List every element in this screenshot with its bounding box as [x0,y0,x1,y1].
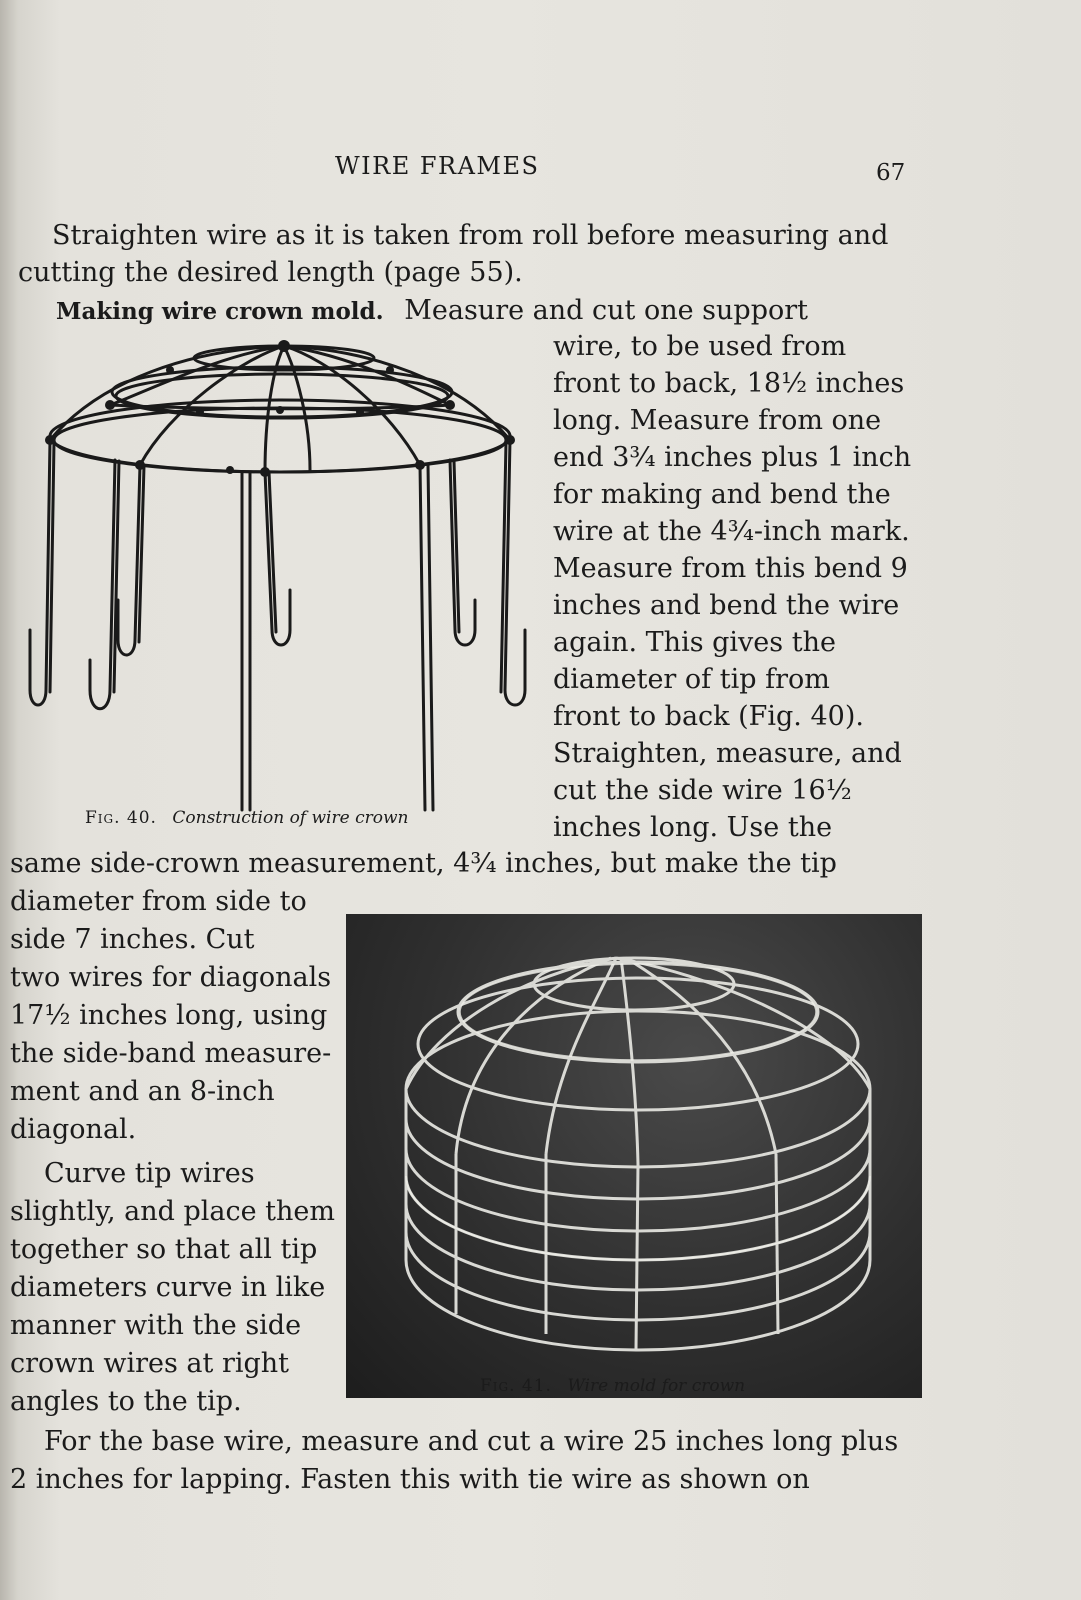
right-line-14: inches long. Use the [553,812,833,843]
figure-41-caption [480,1376,745,1396]
wire-mold-photo [346,914,922,1398]
page-number: 67 [876,160,906,186]
left-line-11: diameters curve in like [10,1272,326,1303]
wire-crown-drawing [10,330,530,830]
right-line-12: Straighten, measure, and [553,738,902,769]
right-line-3: long. Measure from one [553,405,882,436]
right-line-9: again. This gives the [553,627,836,658]
section-heading: Making wire crown mold. [56,298,384,325]
right-line-1: wire, to be used from [553,331,847,362]
left-line-1: diameter from side to [10,886,307,917]
section-heading-line [56,293,808,330]
left-line-7: diagonal. [10,1114,137,1145]
figure-40-illustration [10,330,530,830]
left-line-13: crown wires at right [10,1348,290,1379]
figure-40-caption-text: Construction of wire crown [172,808,409,828]
bottom-line-1: For the base wire, measure and cut a wire 25 inches long plus [44,1426,899,1457]
figure-40-caption [85,808,408,828]
right-line-8: inches and bend the wire [553,590,900,621]
right-line-13: cut the side wire 16½ [553,775,852,806]
left-line-9: slightly, and place them [10,1196,335,1227]
running-header: WIRE FRAMES [335,152,540,180]
intro-line-1: Straighten wire as it is taken from roll before measuring and [52,220,889,251]
right-line-2: front to back, 18½ inches [553,368,905,399]
left-line-5: the side-band measure- [10,1038,332,1069]
figure-41-caption-text: Wire mold for crown [567,1376,746,1396]
left-line-2: side 7 inches. Cut [10,924,255,955]
right-line-7: Measure from this bend 9 [553,553,908,584]
right-line-6: wire at the 4¾-inch mark. [553,516,910,547]
section-first-line: Measure and cut one support [404,295,808,326]
right-line-4: end 3¾ inches plus 1 inch [553,442,912,473]
bottom-line-2: 2 inches for lapping. Fasten this with tie wire as shown on [10,1464,810,1495]
left-line-14: angles to the tip. [10,1386,242,1417]
left-line-3: two wires for diagonals [10,962,332,993]
left-line-8: Curve tip wires [44,1158,255,1189]
left-line-6: ment and an 8-inch [10,1076,275,1107]
left-line-10: together so that all tip [10,1234,318,1265]
figure-41-photo [346,914,922,1398]
right-line-11: front to back (Fig. 40). [553,701,864,732]
left-line-12: manner with the side [10,1310,302,1341]
figure-40-number: Fig. 40. [85,808,157,828]
right-line-5: for making and bend the [553,479,891,510]
intro-line-2: cutting the desired length (page 55). [18,257,523,288]
full-width-line: same side-crown measurement, 4¾ inches, but make the tip [10,848,837,879]
right-line-10: diameter of tip from [553,664,830,695]
figure-41-number: Fig. 41. [480,1376,552,1396]
left-line-4: 17½ inches long, using [10,1000,328,1031]
